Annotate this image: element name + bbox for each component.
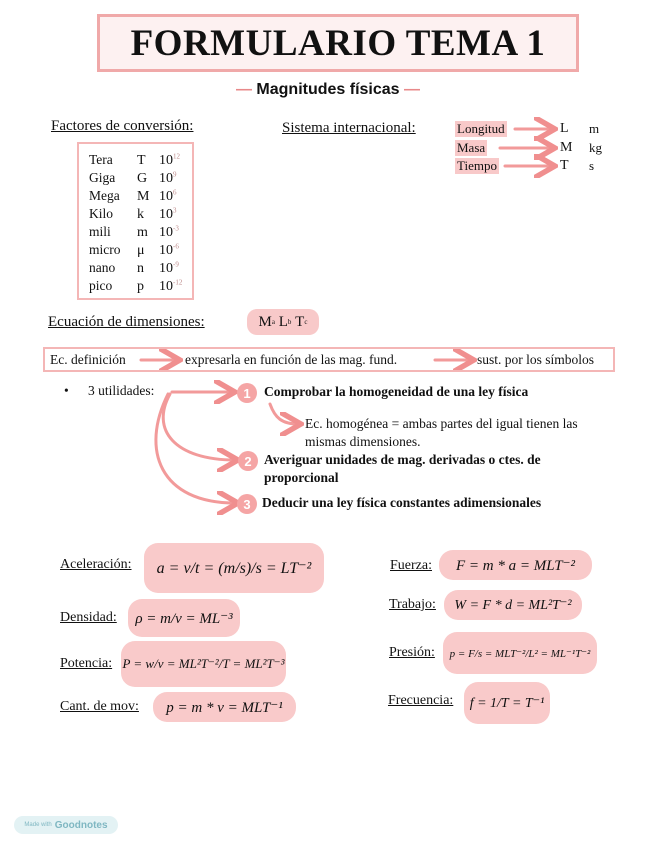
prefix-symbol: μ — [137, 243, 145, 258]
prefix-exponent: -9 — [173, 260, 179, 269]
section-dash-left: — — [235, 81, 252, 98]
si-magnitude: Tiempo — [457, 158, 497, 173]
homogenea-note-line2: mismas dimensiones. — [305, 434, 421, 449]
si-row — [455, 158, 595, 174]
prefix-name: mili — [89, 224, 111, 239]
si-symbol: M — [560, 140, 573, 155]
si-unit: s — [589, 158, 595, 173]
dim-exp-c: c — [304, 318, 308, 326]
prefix-name: nano — [89, 260, 116, 275]
arrow-util-2 — [163, 394, 235, 460]
prefix-symbol: T — [137, 153, 146, 168]
conversion-row — [89, 206, 177, 223]
si-row — [455, 121, 600, 137]
dim-t: T — [295, 313, 305, 330]
utilities-label: 3 utilidades: — [88, 383, 155, 398]
utility-2-text-line2: proporcional — [264, 470, 339, 485]
aceleracion-formula: a = v/t = (m/s)/s = LT⁻² — [144, 543, 324, 593]
conversion-row — [89, 260, 179, 277]
section-heading — [0, 81, 656, 99]
prefix-exponent: 6 — [173, 188, 177, 197]
definition-box — [43, 347, 615, 372]
prefix-power: 10 — [159, 207, 173, 222]
conversion-table — [77, 142, 194, 300]
prefix-exponent: 3 — [173, 206, 177, 215]
goodnotes-logo — [14, 816, 118, 834]
prefix-symbol: p — [137, 279, 144, 294]
definition-part3: sust. por los símbolos — [477, 352, 595, 367]
prefix-symbol: n — [137, 261, 144, 276]
number-circle-2: 2 — [238, 451, 258, 471]
frecuencia-formula: f = 1/T = T⁻¹ — [464, 682, 550, 724]
frecuencia-label: Frecuencia: — [388, 693, 454, 708]
densidad-formula: ρ = m/v = ML⁻³ — [128, 599, 240, 637]
conversion-row — [89, 224, 179, 241]
potencia-formula: P = w/v = ML²T⁻²/T = ML²T⁻³ — [121, 641, 286, 687]
potencia-label: Potencia: — [60, 656, 113, 671]
conversion-row — [89, 152, 180, 169]
arrow-homogenea — [270, 404, 298, 424]
definition-part2: expresarla en función de las mag. fund. — [185, 352, 398, 367]
bullet: • — [64, 383, 69, 398]
dim-exp-b: b — [287, 318, 292, 326]
prefix-name: Kilo — [89, 206, 114, 221]
prefix-exponent: 9 — [173, 170, 177, 179]
si-magnitude: Masa — [457, 140, 486, 155]
dim-m: M — [258, 313, 272, 330]
cant-mov-label: Cant. de mov: — [60, 699, 139, 714]
prefix-exponent: -12 — [173, 278, 183, 287]
utility-1-text: Comprobar la homogeneidad de una ley física — [264, 384, 529, 399]
aceleracion-label: Aceleración: — [60, 557, 132, 572]
homogenea-note-line1: Ec. homogénea = ambas partes del igual tienen las — [305, 416, 578, 431]
prefix-name: Mega — [89, 188, 120, 203]
title-box — [97, 14, 579, 72]
number-circle-1: 1 — [237, 383, 257, 403]
dimensions-formula — [247, 309, 319, 335]
trabajo-label: Trabajo: — [389, 597, 436, 612]
prefix-exponent: -6 — [173, 242, 179, 251]
prefix-symbol: G — [137, 171, 148, 186]
si-header: Sistema internacional: — [282, 120, 416, 136]
presion-label: Presión: — [389, 645, 435, 660]
fuerza-formula: F = m * a = MLT⁻² — [439, 550, 592, 580]
prefix-power: 10 — [159, 189, 173, 204]
si-symbol: T — [560, 158, 569, 173]
si-symbol: L — [560, 121, 569, 136]
page-title: FORMULARIO TEMA 1 — [130, 22, 546, 64]
prefix-name: Giga — [89, 170, 116, 185]
conversion-row — [89, 188, 177, 205]
utility-3-text: Deducir una ley física constantes adimensionales — [262, 495, 542, 510]
si-magnitude: Longitud — [457, 121, 505, 136]
si-unit: m — [589, 121, 600, 136]
trabajo-formula: W = F * d = ML²T⁻² — [444, 590, 582, 620]
definition-part1: Ec. definición — [50, 352, 126, 367]
fuerza-label: Fuerza: — [390, 558, 432, 573]
densidad-label: Densidad: — [60, 610, 117, 625]
prefix-symbol: M — [137, 189, 150, 204]
prefix-power: 10 — [159, 261, 173, 276]
prefix-power: 10 — [159, 243, 173, 258]
utility-2-text-line1: Averiguar unidades de mag. derivadas o ctes. de — [264, 452, 541, 467]
si-unit: kg — [589, 140, 602, 155]
prefix-name: micro — [89, 242, 121, 257]
arrow-util-3 — [156, 394, 235, 503]
prefix-symbol: k — [137, 207, 144, 222]
conversion-header: Factores de conversión: — [51, 118, 194, 134]
prefix-power: 10 — [159, 171, 173, 186]
number-circle-3: 3 — [237, 494, 257, 514]
dimensions-header: Ecuación de dimensiones: — [48, 314, 205, 330]
conversion-row — [89, 170, 177, 187]
conversion-row — [89, 242, 179, 259]
section-title: Magnitudes físicas — [256, 81, 400, 98]
dim-exp-a: a — [271, 318, 275, 326]
prefix-power: 10 — [159, 153, 173, 168]
prefix-name: Tera — [89, 152, 113, 167]
dim-l: L — [278, 313, 288, 330]
si-row — [455, 140, 602, 156]
logo-big-text: Goodnotes — [54, 819, 108, 831]
cant-mov-formula: p = m * v = MLT⁻¹ — [153, 692, 296, 722]
prefix-power: 10 — [159, 225, 173, 240]
prefix-name: pico — [89, 278, 113, 293]
prefix-exponent: 12 — [173, 152, 180, 161]
logo-small-text: Made with — [24, 822, 52, 828]
section-dash-right: — — [404, 81, 421, 98]
prefix-exponent: -3 — [173, 224, 179, 233]
prefix-symbol: m — [137, 225, 148, 240]
presion-formula: p = F/s = MLT⁻²/L² = ML⁻¹T⁻² — [443, 632, 597, 674]
conversion-row — [89, 278, 182, 295]
prefix-power: 10 — [159, 279, 173, 294]
